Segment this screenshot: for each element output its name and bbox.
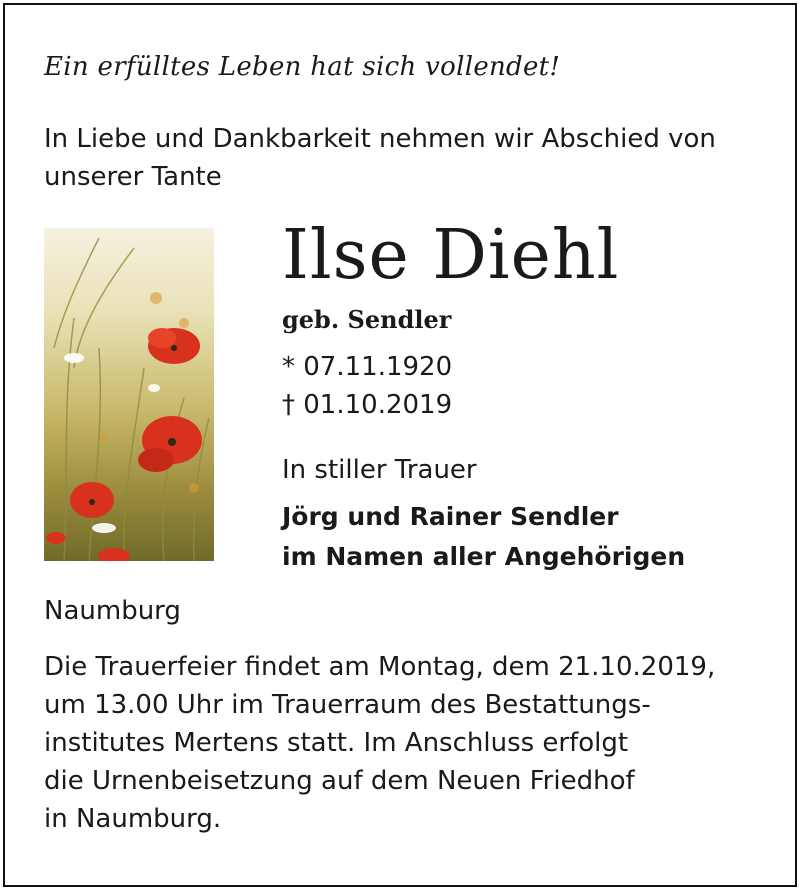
notice-line: um 13.00 Uhr im Trauerraum des Bestattungs-: [44, 690, 651, 720]
maiden-name: geb. Sendler: [282, 305, 452, 334]
mourners-line: Jörg und Rainer Sendler: [282, 502, 619, 531]
death-date: † 01.10.2019: [282, 390, 453, 420]
place: Naumburg: [44, 596, 181, 626]
poppy-meadow-image: [44, 228, 214, 561]
mourning-phrase: In stiller Trauer: [282, 455, 477, 485]
notice-line: institutes Mertens statt. Im Anschluss erfolgt: [44, 728, 629, 758]
intro-text: In Liebe und Dankbarkeit nehmen wir Abschied von unserer Tante: [44, 124, 716, 192]
deceased-name: Ilse Diehl: [282, 216, 620, 295]
notice-line: die Urnenbeisetzung auf dem Neuen Friedhof: [44, 766, 635, 796]
mourners-line: im Namen aller Angehörigen: [282, 542, 686, 571]
mourners-block: [282, 497, 685, 577]
funeral-notice: [44, 648, 715, 838]
notice-line: Die Trauerfeier findet am Montag, dem 21.10.2019,: [44, 652, 716, 682]
notice-line: in Naumburg.: [44, 804, 222, 834]
motto: Ein erfülltes Leben hat sich vollendet!: [44, 52, 561, 82]
birth-date: * 07.11.1920: [282, 352, 453, 382]
